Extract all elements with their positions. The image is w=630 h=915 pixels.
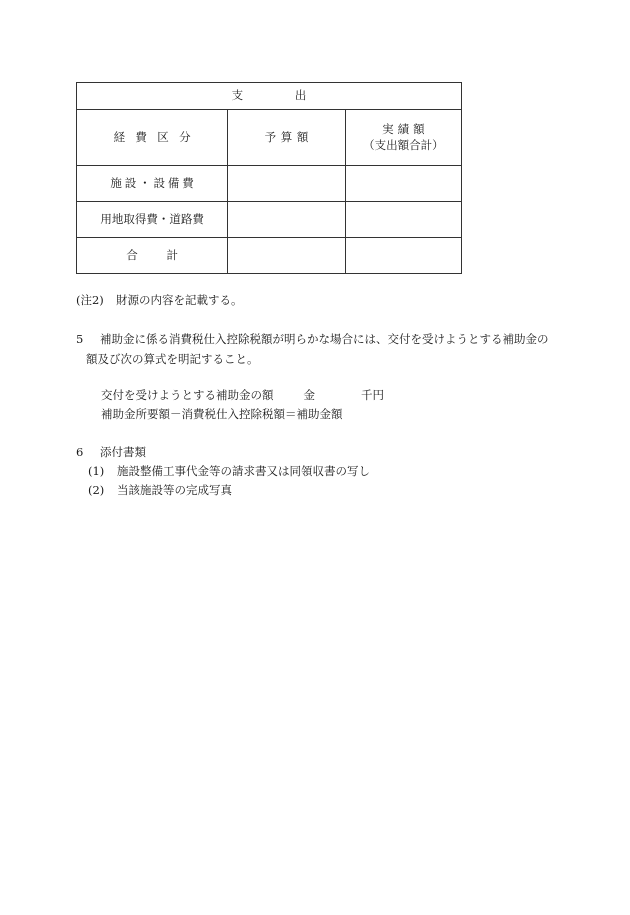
table-header-row xyxy=(77,110,462,166)
header-actual-line1: 実績額 xyxy=(382,121,429,136)
list-item xyxy=(88,482,232,498)
header-actual-line2: （支出額合計） xyxy=(363,137,444,152)
table-title-row xyxy=(77,83,462,110)
formula-1-prefix: 金 xyxy=(303,388,315,402)
item-5-line-1 xyxy=(76,331,549,347)
row-budget-land xyxy=(228,202,346,238)
item-5-number: 5 xyxy=(76,332,84,346)
expenditure-table xyxy=(76,82,462,274)
note-2 xyxy=(76,292,243,308)
item-6-title: 添付書類 xyxy=(100,445,146,459)
list-item-text: 施設整備工事代金等の請求書又は同領収書の写し xyxy=(117,464,370,478)
item-5-line-2: 額及び次の算式を明記すること。 xyxy=(86,352,259,366)
list-item-marker: (2) xyxy=(88,483,105,497)
formula-1-label: 交付を受けようとする補助金の額 xyxy=(101,388,274,402)
row-actual-facility xyxy=(345,166,461,202)
header-budget: 予算額 xyxy=(228,110,346,166)
header-actual xyxy=(345,110,461,166)
item-6-number: 6 xyxy=(76,445,84,459)
table-row xyxy=(77,166,462,202)
list-item-text: 当該施設等の完成写真 xyxy=(117,483,232,497)
note-2-text: 財源の内容を記載する。 xyxy=(116,293,243,307)
row-actual-total xyxy=(345,238,461,274)
row-label-land: 用地取得費・道路費 xyxy=(77,202,228,238)
header-category: 経費区分 xyxy=(77,110,228,166)
row-budget-total xyxy=(228,238,346,274)
item-6-heading xyxy=(76,444,146,460)
row-label-total: 合計 xyxy=(77,238,228,274)
formula-calculation: 補助金所要額－消費税仕入控除税額＝補助金額 xyxy=(101,407,343,421)
row-actual-land xyxy=(345,202,461,238)
list-item-marker: (1) xyxy=(88,464,105,478)
formula-subsidy-amount xyxy=(101,387,384,403)
row-budget-facility xyxy=(228,166,346,202)
formula-1-unit: 千円 xyxy=(361,388,384,402)
table-title: 支出 xyxy=(77,83,462,110)
table-row xyxy=(77,238,462,274)
row-label-facility: 施設・設備費 xyxy=(77,166,228,202)
note-2-marker: (注2) xyxy=(76,293,104,307)
list-item xyxy=(88,463,370,479)
table-row xyxy=(77,202,462,238)
item-5-text-1: 補助金に係る消費税仕入控除税額が明らかな場合には、交付を受けようとする補助金の xyxy=(100,332,549,346)
